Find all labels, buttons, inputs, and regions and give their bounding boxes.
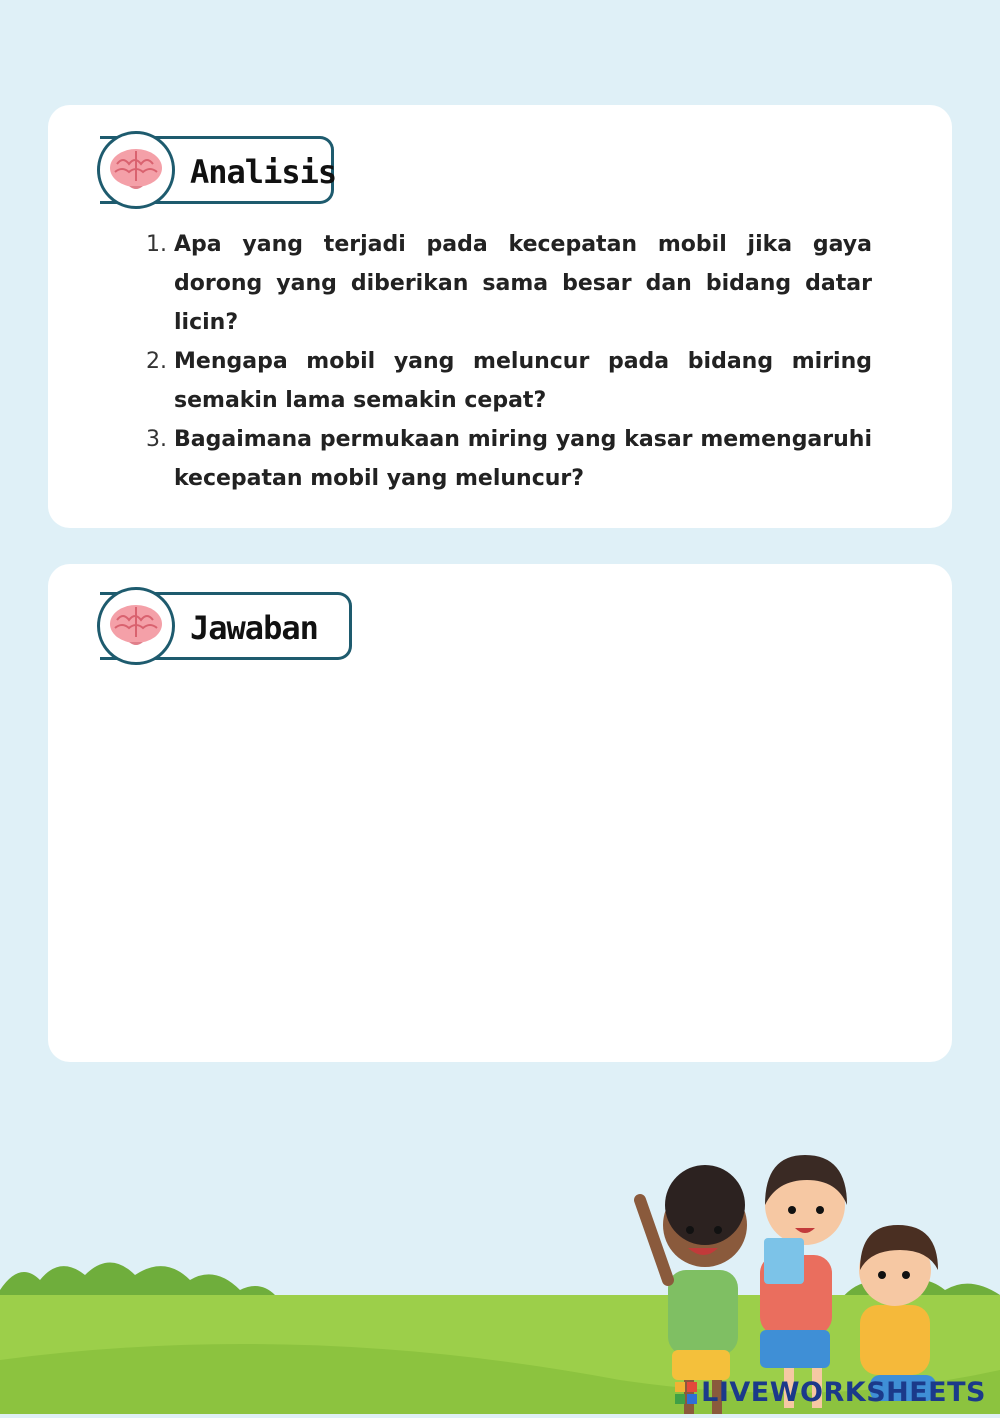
question-number: 2. bbox=[146, 349, 167, 374]
brain-icon bbox=[107, 602, 165, 650]
answer-badge bbox=[100, 592, 352, 660]
question-number: 1. bbox=[146, 232, 167, 257]
question-item bbox=[146, 225, 872, 342]
question-item bbox=[146, 342, 872, 420]
landscape-illustration bbox=[0, 1130, 1000, 1414]
grass-scene bbox=[0, 1130, 1000, 1414]
question-text: Bagaimana permukaan miring yang kasar memengaruhi kecepatan mobil yang meluncur? bbox=[174, 427, 872, 491]
question-number: 3. bbox=[146, 427, 167, 452]
answer-card[interactable] bbox=[48, 564, 952, 1062]
question-list bbox=[146, 225, 872, 498]
answer-title: Jawaban bbox=[190, 609, 318, 647]
question-item bbox=[146, 420, 872, 498]
brain-icon bbox=[107, 146, 165, 194]
analysis-badge bbox=[100, 136, 337, 204]
watermark-text: LIVEWORKSHEETS bbox=[701, 1377, 986, 1408]
analysis-card bbox=[48, 105, 952, 528]
question-text: Apa yang terjadi pada kecepatan mobil jika gaya dorong yang diberikan sama besar dan bidang datar licin? bbox=[174, 232, 872, 335]
logo-icon bbox=[675, 1382, 697, 1404]
watermark bbox=[675, 1377, 986, 1408]
analysis-title: Analisis bbox=[190, 153, 337, 191]
badge-circle bbox=[97, 587, 175, 665]
question-text: Mengapa mobil yang meluncur pada bidang miring semakin lama semakin cepat? bbox=[174, 349, 872, 413]
badge-circle bbox=[97, 131, 175, 209]
